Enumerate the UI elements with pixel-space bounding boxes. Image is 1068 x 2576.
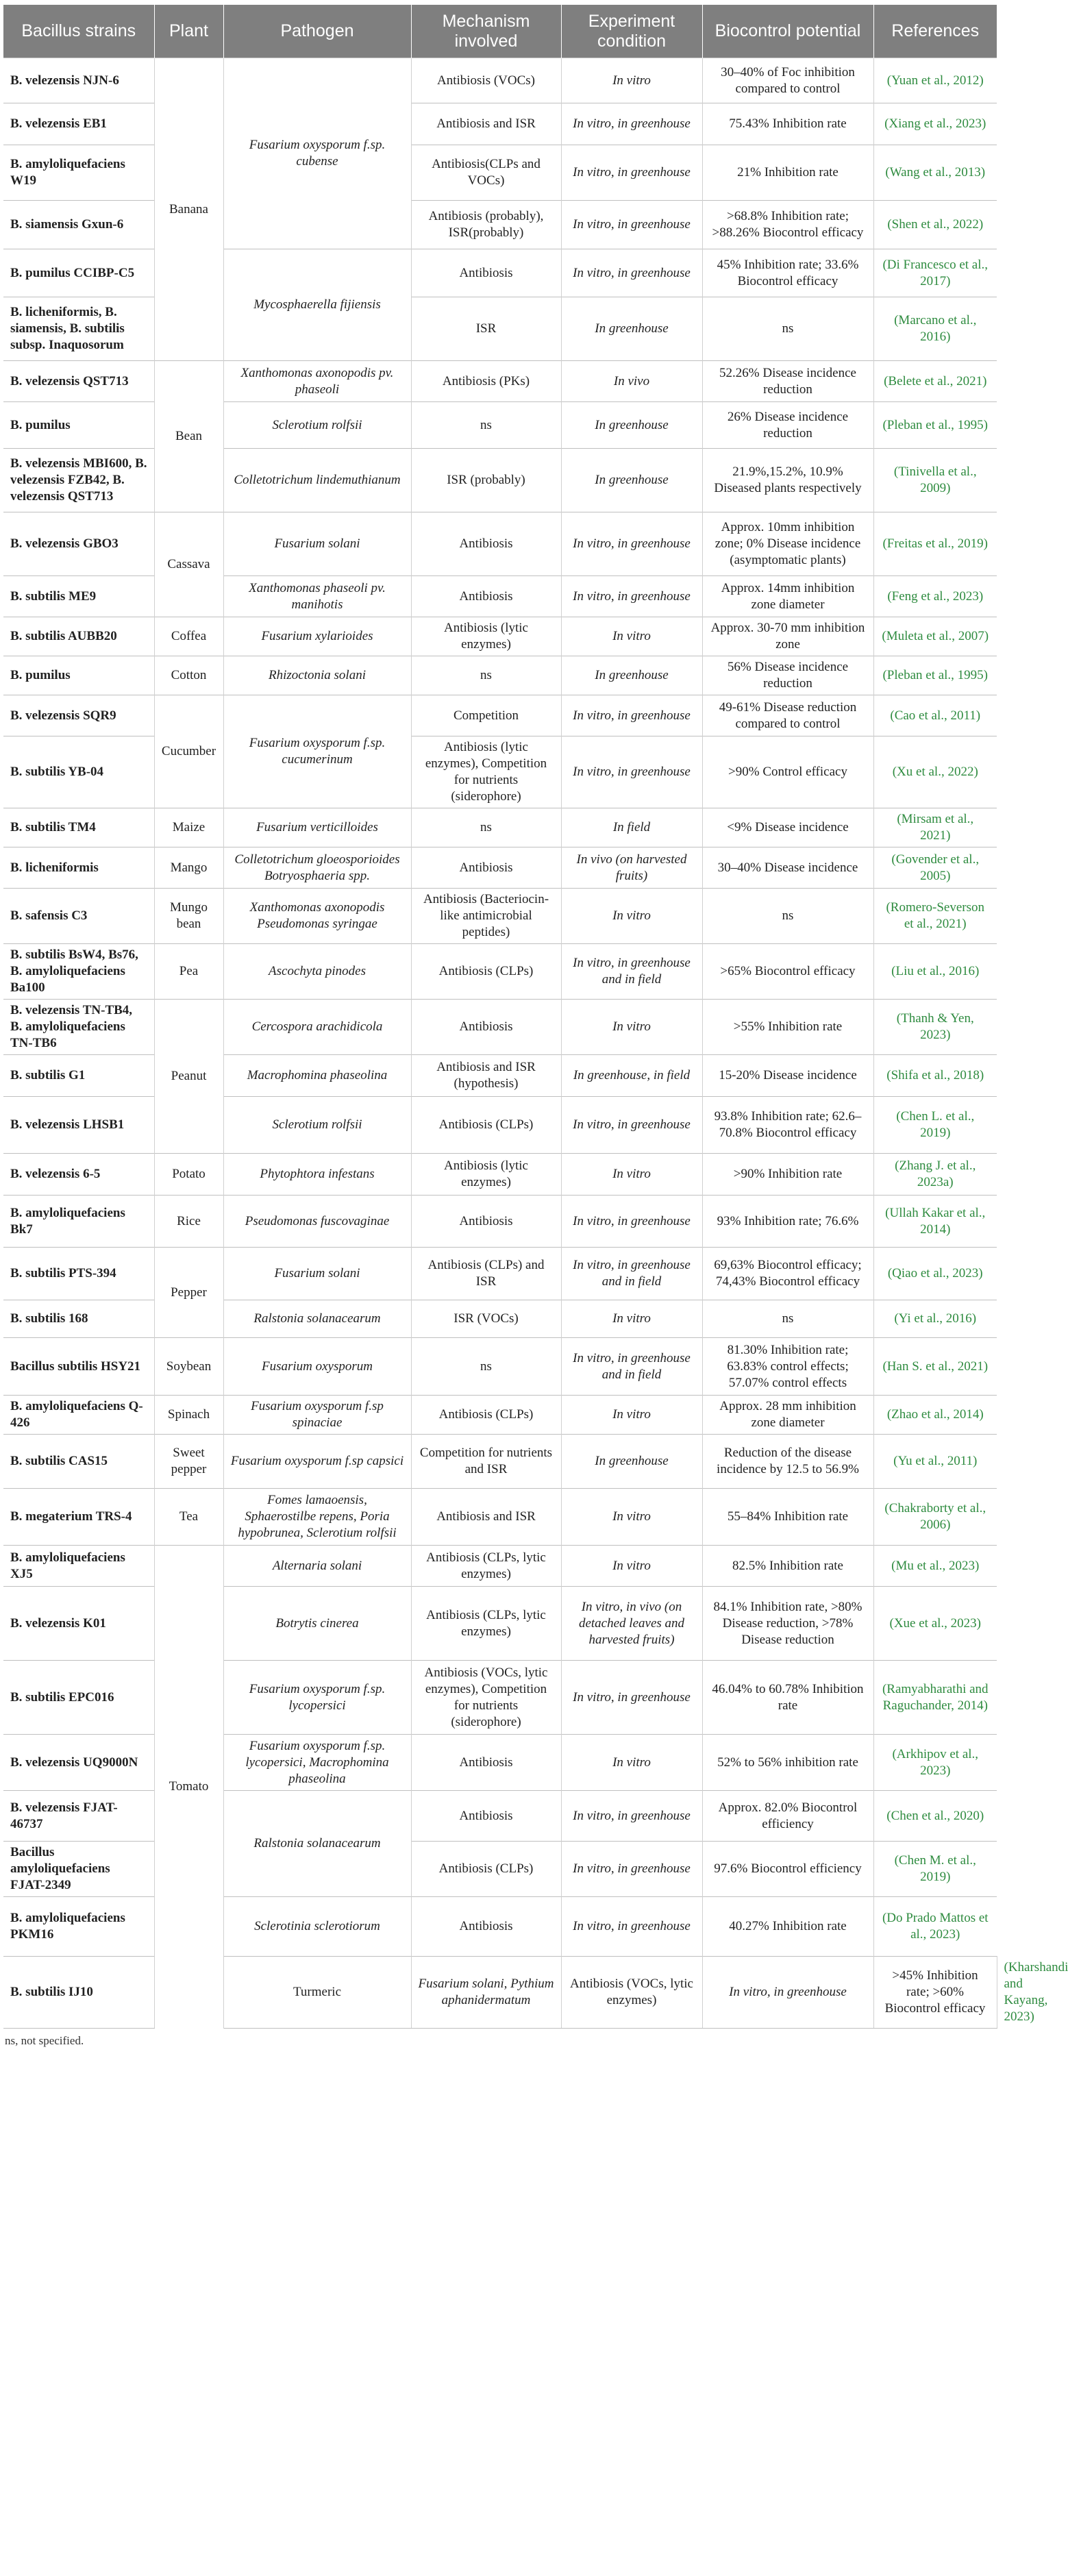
cell-mechanism: Antibiosis (lytic enzymes) <box>411 1154 561 1196</box>
table-row <box>3 1300 997 1338</box>
cell-strain: Bacillus subtilis HSY21 <box>3 1338 154 1396</box>
cell-reference: (Xiang et al., 2023) <box>873 103 997 145</box>
cell-reference: (Yu et al., 2011) <box>873 1435 997 1489</box>
cell-strain: B. pumilus <box>3 656 154 695</box>
table-row <box>3 1196 997 1248</box>
cell-strain: B. subtilis G1 <box>3 1055 154 1097</box>
cell-plant: Cassava <box>154 512 223 617</box>
table-row <box>3 361 997 402</box>
cell-plant: Mango <box>154 847 223 889</box>
cell-pathogen: Fusarium oxysporum f.sp spinaciae <box>223 1396 411 1435</box>
table-row <box>3 736 997 808</box>
cell-strain: B. velezensis GBO3 <box>3 512 154 576</box>
cell-mechanism: ns <box>411 808 561 847</box>
table-row <box>3 1248 997 1300</box>
cell-mechanism: Antibiosis (probably), ISR(probably) <box>411 201 561 249</box>
cell-condition: In vitro, in greenhouse <box>561 145 702 201</box>
cell-pathogen: Fusarium oxysporum f.sp. lycopersici <box>223 1661 411 1735</box>
table-row <box>3 1661 997 1735</box>
table-row <box>3 944 997 1000</box>
cell-reference: (Romero-Severson et al., 2021) <box>873 889 997 944</box>
cell-strain: B. subtilis IJ10 <box>3 1957 154 2029</box>
cell-condition: In vitro <box>561 58 702 103</box>
cell-potential: Approx. 82.0% Biocontrol efficiency <box>702 1791 873 1842</box>
cell-condition: In vitro, in greenhouse <box>561 576 702 617</box>
cell-reference: (Belete et al., 2021) <box>873 361 997 402</box>
cell-reference: (Mirsam et al., 2021) <box>873 808 997 847</box>
cell-condition: In vitro, in greenhouse <box>561 1097 702 1154</box>
cell-reference: (Muleta et al., 2007) <box>873 617 997 656</box>
cell-condition: In vitro, in greenhouse <box>561 736 702 808</box>
cell-reference: (Tinivella et al., 2009) <box>873 449 997 512</box>
cell-reference: (Chen et al., 2020) <box>873 1791 997 1842</box>
cell-mechanism: Antibiosis <box>411 1791 561 1842</box>
cell-potential: 82.5% Inhibition rate <box>702 1546 873 1587</box>
cell-pathogen: Cercospora arachidicola <box>223 1000 411 1055</box>
cell-condition: In vitro, in vivo (on detached leaves and harvested fruits) <box>561 1587 702 1661</box>
cell-strain: B. velezensis 6-5 <box>3 1154 154 1196</box>
cell-strain: B. velezensis QST713 <box>3 361 154 402</box>
cell-strain: B. subtilis CAS15 <box>3 1435 154 1489</box>
table-row <box>3 576 997 617</box>
cell-pathogen: Ralstonia solanacearum <box>223 1791 411 1897</box>
table-row <box>3 656 997 695</box>
table-row <box>3 145 997 201</box>
cell-potential: 21.9%,15.2%, 10.9% Diseased plants respectively <box>702 449 873 512</box>
cell-pathogen: Fomes lamaoensis, Sphaerostilbe repens, Poria hypobrunea, Sclerotium rolfsii <box>223 1489 411 1546</box>
cell-potential: 26% Disease incidence reduction <box>702 402 873 449</box>
cell-condition: In vitro, in greenhouse <box>561 1897 702 1957</box>
table-row <box>3 695 997 736</box>
cell-strain: B. subtilis AUBB20 <box>3 617 154 656</box>
cell-strain: B. licheniformis, B. siamensis, B. subtilis subsp. Inaquosorum <box>3 297 154 361</box>
cell-mechanism: ns <box>411 656 561 695</box>
table-row <box>3 449 997 512</box>
cell-reference: (Feng et al., 2023) <box>873 576 997 617</box>
cell-pathogen: Pseudomonas fuscovaginae <box>223 1196 411 1248</box>
table-row <box>3 808 997 847</box>
cell-condition: In vivo (on harvested fruits) <box>561 847 702 889</box>
cell-condition: In vitro <box>561 1300 702 1338</box>
footnote: ns, not specified. <box>5 2034 84 2047</box>
cell-mechanism: Antibiosis (CLPs) <box>411 1097 561 1154</box>
cell-reference: (Chen M. et al., 2019) <box>873 1842 997 1897</box>
cell-mechanism: Antibiosis (CLPs) <box>411 1842 561 1897</box>
cell-potential: >65% Biocontrol efficacy <box>702 944 873 1000</box>
cell-reference: (Chakraborty et al., 2006) <box>873 1489 997 1546</box>
cell-strain: B. subtilis 168 <box>3 1300 154 1338</box>
cell-reference: (Marcano et al., 2016) <box>873 297 997 361</box>
cell-plant: Pepper <box>154 1248 223 1338</box>
cell-condition: In vitro, in greenhouse <box>561 512 702 576</box>
cell-potential: 75.43% Inhibition rate <box>702 103 873 145</box>
table-row <box>3 297 997 361</box>
cell-potential: 15-20% Disease incidence <box>702 1055 873 1097</box>
cell-condition: In vitro, in greenhouse and in field <box>561 1338 702 1396</box>
cell-strain: B. velezensis UQ9000N <box>3 1735 154 1791</box>
cell-mechanism: Antibiosis (CLPs) <box>411 944 561 1000</box>
cell-reference: (Yi et al., 2016) <box>873 1300 997 1338</box>
table-row <box>3 1842 997 1897</box>
cell-reference: (Chen L. et al., 2019) <box>873 1097 997 1154</box>
cell-strain: B. subtilis EPC016 <box>3 1661 154 1735</box>
header-references: References <box>873 5 997 58</box>
cell-condition: In greenhouse <box>561 402 702 449</box>
table-row <box>3 1055 997 1097</box>
header-condition: Experiment condition <box>561 5 702 58</box>
cell-mechanism: Antibiosis <box>411 249 561 297</box>
cell-condition: In greenhouse <box>561 1435 702 1489</box>
cell-reference: (Xu et al., 2022) <box>873 736 997 808</box>
cell-potential: 30–40% of Foc inhibition compared to control <box>702 58 873 103</box>
cell-pathogen: Fusarium oxysporum f.sp. cubense <box>223 58 411 249</box>
cell-potential: 30–40% Disease incidence <box>702 847 873 889</box>
cell-potential: 69,63% Biocontrol efficacy; 74,43% Biocontrol efficacy <box>702 1248 873 1300</box>
cell-potential: 81.30% Inhibition rate; 63.83% control effects; 57.07% control effects <box>702 1338 873 1396</box>
cell-strain: B. amyloliquefaciens XJ5 <box>3 1546 154 1587</box>
cell-mechanism: Antibiosis (PKs) <box>411 361 561 402</box>
cell-condition: In vitro, in greenhouse <box>561 1196 702 1248</box>
cell-condition: In vitro, in greenhouse and in field <box>561 944 702 1000</box>
table-row <box>3 1897 997 1957</box>
cell-strain: B. velezensis SQR9 <box>3 695 154 736</box>
cell-plant: Cucumber <box>154 695 223 808</box>
table-row <box>3 617 997 656</box>
cell-potential: >90% Control efficacy <box>702 736 873 808</box>
cell-strain: B. velezensis NJN-6 <box>3 58 154 103</box>
cell-potential: 52% to 56% inhibition rate <box>702 1735 873 1791</box>
table-row <box>3 402 997 449</box>
cell-strain: B. subtilis ME9 <box>3 576 154 617</box>
cell-condition: In vitro <box>561 1489 702 1546</box>
cell-condition: In vitro, in greenhouse <box>561 103 702 145</box>
cell-pathogen: Fusarium oxysporum <box>223 1338 411 1396</box>
header-row <box>3 5 997 58</box>
cell-condition: In vitro, in greenhouse <box>561 695 702 736</box>
cell-reference: (Ullah Kakar et al., 2014) <box>873 1196 997 1248</box>
cell-pathogen: Mycosphaerella fijiensis <box>223 249 411 361</box>
table-row <box>3 1154 997 1196</box>
cell-reference: (Di Francesco et al., 2017) <box>873 249 997 297</box>
cell-mechanism: Antibiosis (VOCs) <box>411 58 561 103</box>
cell-potential: 56% Disease incidence reduction <box>702 656 873 695</box>
cell-mechanism: Antibiosis <box>411 1000 561 1055</box>
cell-pathogen: Fusarium xylarioides <box>223 617 411 656</box>
table-row <box>3 58 997 103</box>
cell-reference: (Liu et al., 2016) <box>873 944 997 1000</box>
cell-potential: 93% Inhibition rate; 76.6% <box>702 1196 873 1248</box>
cell-mechanism: ISR (VOCs) <box>411 1300 561 1338</box>
cell-strain: B. siamensis Gxun-6 <box>3 201 154 249</box>
cell-plant: Rice <box>154 1196 223 1248</box>
cell-strain: B. velezensis TN-TB4, B. amyloliquefaciens TN-TB6 <box>3 1000 154 1055</box>
cell-mechanism: Antibiosis <box>411 1735 561 1791</box>
cell-pathogen: Fusarium solani <box>223 1248 411 1300</box>
cell-plant: Tea <box>154 1489 223 1546</box>
cell-pathogen: Xanthomonas axonopodis pv. phaseoli <box>223 361 411 402</box>
cell-strain: Bacillus amyloliquefaciens FJAT-2349 <box>3 1842 154 1897</box>
cell-condition: In vitro, in greenhouse <box>561 1791 702 1842</box>
cell-plant: Peanut <box>154 1000 223 1154</box>
table-container <box>3 5 1068 2048</box>
cell-plant: Mungo bean <box>154 889 223 944</box>
cell-pathogen: Rhizoctonia solani <box>223 656 411 695</box>
cell-strain: B. pumilus CCIBP-C5 <box>3 249 154 297</box>
cell-mechanism: ns <box>411 402 561 449</box>
cell-plant: Soybean <box>154 1338 223 1396</box>
cell-plant: Tomato <box>154 1546 223 2029</box>
cell-reference: (Zhao et al., 2014) <box>873 1396 997 1435</box>
cell-pathogen: Ralstonia solanacearum <box>223 1300 411 1338</box>
cell-pathogen: Fusarium oxysporum f.sp capsici <box>223 1435 411 1489</box>
cell-strain: B. velezensis EB1 <box>3 103 154 145</box>
cell-plant: Potato <box>154 1154 223 1196</box>
table-row <box>3 1735 997 1791</box>
cell-condition: In vitro, in greenhouse <box>702 1957 873 2029</box>
cell-potential: <9% Disease incidence <box>702 808 873 847</box>
cell-condition: In greenhouse, in field <box>561 1055 702 1097</box>
cell-strain: B. velezensis MBI600, B. velezensis FZB42, B. velezensis QST713 <box>3 449 154 512</box>
cell-potential: >45% Inhibition rate; >60% Biocontrol efficacy <box>873 1957 997 2029</box>
cell-mechanism: Antibiosis <box>411 847 561 889</box>
cell-strain: B. pumilus <box>3 402 154 449</box>
cell-strain: B. amyloliquefaciens Q-426 <box>3 1396 154 1435</box>
cell-mechanism: Antibiosis (CLPs) <box>411 1396 561 1435</box>
cell-condition: In vitro <box>561 1000 702 1055</box>
cell-condition: In vitro, in greenhouse <box>561 1842 702 1897</box>
table-row <box>3 1338 997 1396</box>
cell-pathogen: Phytophtora infestans <box>223 1154 411 1196</box>
cell-pathogen: Xanthomonas axonopodis Pseudomonas syringae <box>223 889 411 944</box>
cell-mechanism: Antibiosis <box>411 512 561 576</box>
cell-condition: In vitro <box>561 617 702 656</box>
cell-reference: (Mu et al., 2023) <box>873 1546 997 1587</box>
cell-pathogen: Ascochyta pinodes <box>223 944 411 1000</box>
cell-condition: In vitro, in greenhouse <box>561 1661 702 1735</box>
cell-potential: Reduction of the disease incidence by 12.5 to 56.9% <box>702 1435 873 1489</box>
cell-potential: 45% Inhibition rate; 33.6% Biocontrol efficacy <box>702 249 873 297</box>
cell-potential: 46.04% to 60.78% Inhibition rate <box>702 1661 873 1735</box>
cell-pathogen: Fusarium solani <box>223 512 411 576</box>
cell-condition: In vitro <box>561 1154 702 1196</box>
cell-mechanism: Competition for nutrients and ISR <box>411 1435 561 1489</box>
cell-plant: Turmeric <box>223 1957 411 2029</box>
cell-plant: Maize <box>154 808 223 847</box>
cell-mechanism: Antibiosis (Bacteriocin-like antimicrobial peptides) <box>411 889 561 944</box>
cell-potential: 40.27% Inhibition rate <box>702 1897 873 1957</box>
cell-mechanism: Antibiosis (lytic enzymes) <box>411 617 561 656</box>
table-body <box>3 58 1068 2029</box>
cell-condition: In field <box>561 808 702 847</box>
cell-pathogen: Sclerotinia sclerotiorum <box>223 1897 411 1957</box>
cell-condition: In vitro <box>561 1396 702 1435</box>
biocontrol-table <box>3 5 1068 2029</box>
table-row <box>3 1435 997 1489</box>
cell-plant: Coffea <box>154 617 223 656</box>
cell-mechanism: Antibiosis(CLPs and VOCs) <box>411 145 561 201</box>
cell-pathogen: Colletotrichum gloeosporioides Botryosphaeria spp. <box>223 847 411 889</box>
cell-mechanism: Antibiosis (VOCs, lytic enzymes) <box>561 1957 702 2029</box>
cell-pathogen: Sclerotium rolfsii <box>223 402 411 449</box>
cell-pathogen: Sclerotium rolfsii <box>223 1097 411 1154</box>
cell-plant: Spinach <box>154 1396 223 1435</box>
cell-pathogen: Fusarium verticilloides <box>223 808 411 847</box>
cell-reference: (Thanh & Yen, 2023) <box>873 1000 997 1055</box>
cell-potential: >55% Inhibition rate <box>702 1000 873 1055</box>
cell-strain: B. velezensis LHSB1 <box>3 1097 154 1154</box>
header-strain: Bacillus strains <box>3 5 154 58</box>
cell-potential: Approx. 30-70 mm inhibition zone <box>702 617 873 656</box>
cell-reference: (Do Prado Mattos et al., 2023) <box>873 1897 997 1957</box>
cell-mechanism: ns <box>411 1338 561 1396</box>
table-row <box>3 1396 997 1435</box>
table-row: B. subtilis IJ10 Turmeric Fusarium solani, Pythium aphanidermatum Antibiosis (VOCs, lytic enzymes) In vitro, in greenhouse >45% Inhibition rate; >60% Biocontrol efficacy (Kharshandi and Kayang, 2023) <box>3 1957 997 2029</box>
cell-pathogen: Macrophomina phaseolina <box>223 1055 411 1097</box>
cell-strain: B. safensis C3 <box>3 889 154 944</box>
cell-reference: (Wang et al., 2013) <box>873 145 997 201</box>
cell-potential: 97.6% Biocontrol efficiency <box>702 1842 873 1897</box>
table-row <box>3 1791 997 1842</box>
cell-potential: 52.26% Disease incidence reduction <box>702 361 873 402</box>
table-row <box>3 1489 997 1546</box>
cell-strain: B. subtilis YB-04 <box>3 736 154 808</box>
table-row <box>3 249 997 297</box>
cell-strain: B. subtilis PTS-394 <box>3 1248 154 1300</box>
cell-plant: Sweet pepper <box>154 1435 223 1489</box>
cell-strain: B. subtilis TM4 <box>3 808 154 847</box>
cell-strain: B. megaterium TRS-4 <box>3 1489 154 1546</box>
cell-potential: >68.8% Inhibition rate; >88.26% Biocontrol efficacy <box>702 201 873 249</box>
cell-potential: 55–84% Inhibition rate <box>702 1489 873 1546</box>
cell-reference: (Cao et al., 2011) <box>873 695 997 736</box>
cell-mechanism: Competition <box>411 695 561 736</box>
cell-condition: In vitro <box>561 1546 702 1587</box>
cell-pathogen: Alternaria solani <box>223 1546 411 1587</box>
cell-condition: In vitro, in greenhouse <box>561 249 702 297</box>
cell-condition: In greenhouse <box>561 656 702 695</box>
cell-mechanism: Antibiosis (CLPs, lytic enzymes) <box>411 1587 561 1661</box>
cell-mechanism: Antibiosis and ISR (hypothesis) <box>411 1055 561 1097</box>
cell-potential: 84.1% Inhibition rate, >80% Disease reduction, >78% Disease reduction <box>702 1587 873 1661</box>
cell-potential: 21% Inhibition rate <box>702 145 873 201</box>
cell-mechanism: Antibiosis (VOCs, lytic enzymes), Competition for nutrients (siderophore) <box>411 1661 561 1735</box>
header-mechanism: Mechanism involved <box>411 5 561 58</box>
header-potential: Biocontrol potential <box>702 5 873 58</box>
cell-strain: B. amyloliquefaciens W19 <box>3 145 154 201</box>
cell-mechanism: Antibiosis (CLPs) and ISR <box>411 1248 561 1300</box>
cell-reference: (Ramyabharathi and Raguchander, 2014) <box>873 1661 997 1735</box>
cell-reference: (Arkhipov et al., 2023) <box>873 1735 997 1791</box>
cell-reference: (Govender et al., 2005) <box>873 847 997 889</box>
table-row <box>3 103 997 145</box>
table-row <box>3 1546 997 1587</box>
cell-condition: In vivo <box>561 361 702 402</box>
table-row <box>3 847 997 889</box>
cell-pathogen: Botrytis cinerea <box>223 1587 411 1661</box>
cell-mechanism: ISR <box>411 297 561 361</box>
cell-reference: (Pleban et al., 1995) <box>873 402 997 449</box>
cell-reference: (Freitas et al., 2019) <box>873 512 997 576</box>
table-row <box>3 1587 997 1661</box>
cell-strain: B. velezensis K01 <box>3 1587 154 1661</box>
cell-reference: (Shen et al., 2022) <box>873 201 997 249</box>
cell-pathogen: Fusarium oxysporum f.sp. lycopersici, Macrophomina phaseolina <box>223 1735 411 1791</box>
cell-potential: Approx. 10mm inhibition zone; 0% Disease incidence (asymptomatic plants) <box>702 512 873 576</box>
cell-pathogen: Xanthomonas phaseoli pv. manihotis <box>223 576 411 617</box>
cell-pathogen: Colletotrichum lindemuthianum <box>223 449 411 512</box>
cell-reference: (Zhang J. et al., 2023a) <box>873 1154 997 1196</box>
table-row <box>3 201 997 249</box>
cell-potential: Approx. 28 mm inhibition zone diameter <box>702 1396 873 1435</box>
cell-condition: In vitro <box>561 889 702 944</box>
cell-reference: (Qiao et al., 2023) <box>873 1248 997 1300</box>
cell-pathogen: Fusarium oxysporum f.sp. cucumerinum <box>223 695 411 808</box>
cell-mechanism: Antibiosis <box>411 1196 561 1248</box>
cell-pathogen: Fusarium solani, Pythium aphanidermatum <box>411 1957 561 2029</box>
header-plant: Plant <box>154 5 223 58</box>
cell-strain: B. subtilis BsW4, Bs76, B. amyloliquefaciens Ba100 <box>3 944 154 1000</box>
cell-mechanism: Antibiosis (CLPs, lytic enzymes) <box>411 1546 561 1587</box>
cell-strain: B. licheniformis <box>3 847 154 889</box>
table-row <box>3 512 997 576</box>
cell-strain: B. amyloliquefaciens Bk7 <box>3 1196 154 1248</box>
cell-plant: Cotton <box>154 656 223 695</box>
cell-mechanism: Antibiosis and ISR <box>411 1489 561 1546</box>
cell-mechanism: Antibiosis <box>411 1897 561 1957</box>
cell-mechanism: Antibiosis and ISR <box>411 103 561 145</box>
cell-potential: Approx. 14mm inhibition zone diameter <box>702 576 873 617</box>
cell-condition: In greenhouse <box>561 449 702 512</box>
cell-potential: 49-61% Disease reduction compared to control <box>702 695 873 736</box>
cell-potential: >90% Inhibition rate <box>702 1154 873 1196</box>
cell-plant: Pea <box>154 944 223 1000</box>
cell-reference: (Yuan et al., 2012) <box>873 58 997 103</box>
cell-strain: B. velezensis FJAT-46737 <box>3 1791 154 1842</box>
table-row <box>3 889 997 944</box>
cell-plant: Bean <box>154 361 223 512</box>
cell-potential: 93.8% Inhibition rate; 62.6–70.8% Biocontrol efficacy <box>702 1097 873 1154</box>
cell-mechanism: ISR (probably) <box>411 449 561 512</box>
table-row <box>3 1097 997 1154</box>
table-row <box>3 1000 997 1055</box>
cell-mechanism: Antibiosis <box>411 576 561 617</box>
cell-potential: ns <box>702 1300 873 1338</box>
cell-potential: ns <box>702 889 873 944</box>
cell-reference: (Han S. et al., 2021) <box>873 1338 997 1396</box>
header-pathogen: Pathogen <box>223 5 411 58</box>
cell-condition: In vitro <box>561 1735 702 1791</box>
cell-reference: (Xue et al., 2023) <box>873 1587 997 1661</box>
cell-potential: ns <box>702 297 873 361</box>
cell-condition: In vitro, in greenhouse and in field <box>561 1248 702 1300</box>
cell-reference: (Pleban et al., 1995) <box>873 656 997 695</box>
cell-plant: Banana <box>154 58 223 361</box>
cell-strain: B. amyloliquefaciens PKM16 <box>3 1897 154 1957</box>
cell-reference: (Shifa et al., 2018) <box>873 1055 997 1097</box>
cell-condition: In greenhouse <box>561 297 702 361</box>
cell-mechanism: Antibiosis (lytic enzymes), Competition for nutrients (siderophore) <box>411 736 561 808</box>
cell-condition: In vitro, in greenhouse <box>561 201 702 249</box>
